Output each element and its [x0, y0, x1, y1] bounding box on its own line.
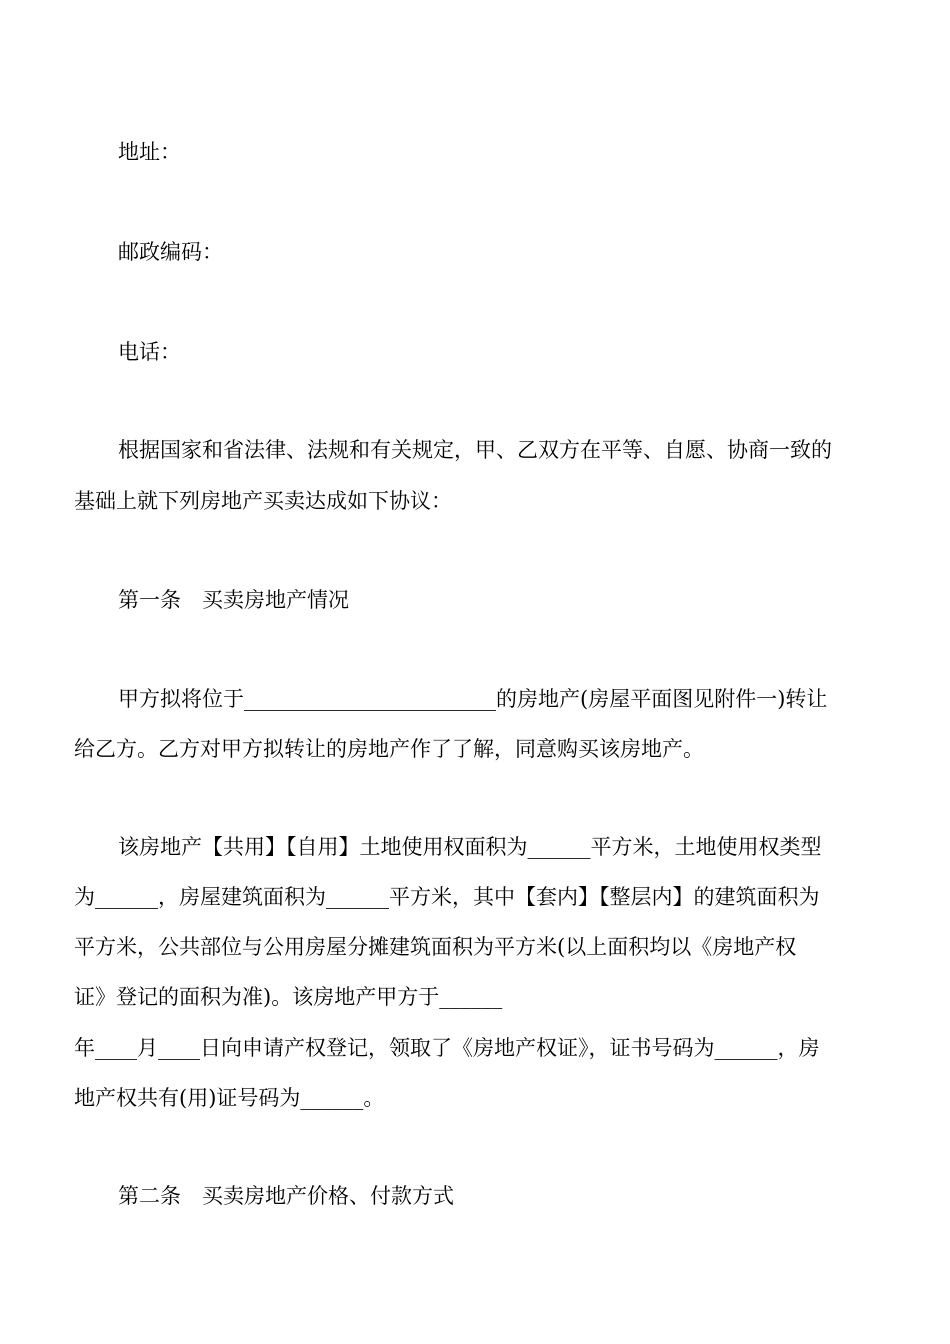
intro-line-2: 基础上就下列房地产买卖达成如下协议：	[74, 489, 452, 513]
article-1-paragraph-2-line-4: 证》登记的面积为准)。该房地产甲方于______	[74, 985, 503, 1009]
article-1-paragraph-1-line-1: 甲方拟将位于________________________的房地产(房屋平面图见附件一)转让	[118, 687, 828, 711]
postal-code-label: 邮政编码：	[118, 240, 223, 264]
article-1-paragraph-2-line-5: 年____月____日向申请产权登记，领取了《房地产权证》，证书号码为______，房	[74, 1036, 820, 1060]
article-1-paragraph-2-line-3: 平方米，公共部位与公用房屋分摊建筑面积为平方米(以上面积均以《房地产权	[74, 935, 797, 959]
article-1-heading: 第一条 买卖房地产情况	[118, 588, 349, 612]
article-1-paragraph-2-line-2: 为______，房屋建筑面积为______平方米，其中【套内】【整层内】的建筑面积为	[74, 885, 820, 909]
article-1-paragraph-1-line-2: 给乙方。乙方对甲方拟转让的房地产作了了解，同意购买该房地产。	[74, 737, 704, 761]
article-1-paragraph-2-line-6: 地产权共有(用)证号码为______。	[74, 1086, 385, 1110]
article-1-paragraph-2-line-1: 该房地产【共用】【自用】土地使用权面积为______平方米，土地使用权类型	[118, 835, 822, 859]
phone-label: 电话：	[118, 340, 181, 364]
article-2-heading: 第二条 买卖房地产价格、付款方式	[118, 1184, 454, 1208]
address-label: 地址：	[118, 140, 181, 164]
intro-line-1: 根据国家和省法律、法规和有关规定，甲、乙双方在平等、自愿、协商一致的	[118, 438, 832, 462]
